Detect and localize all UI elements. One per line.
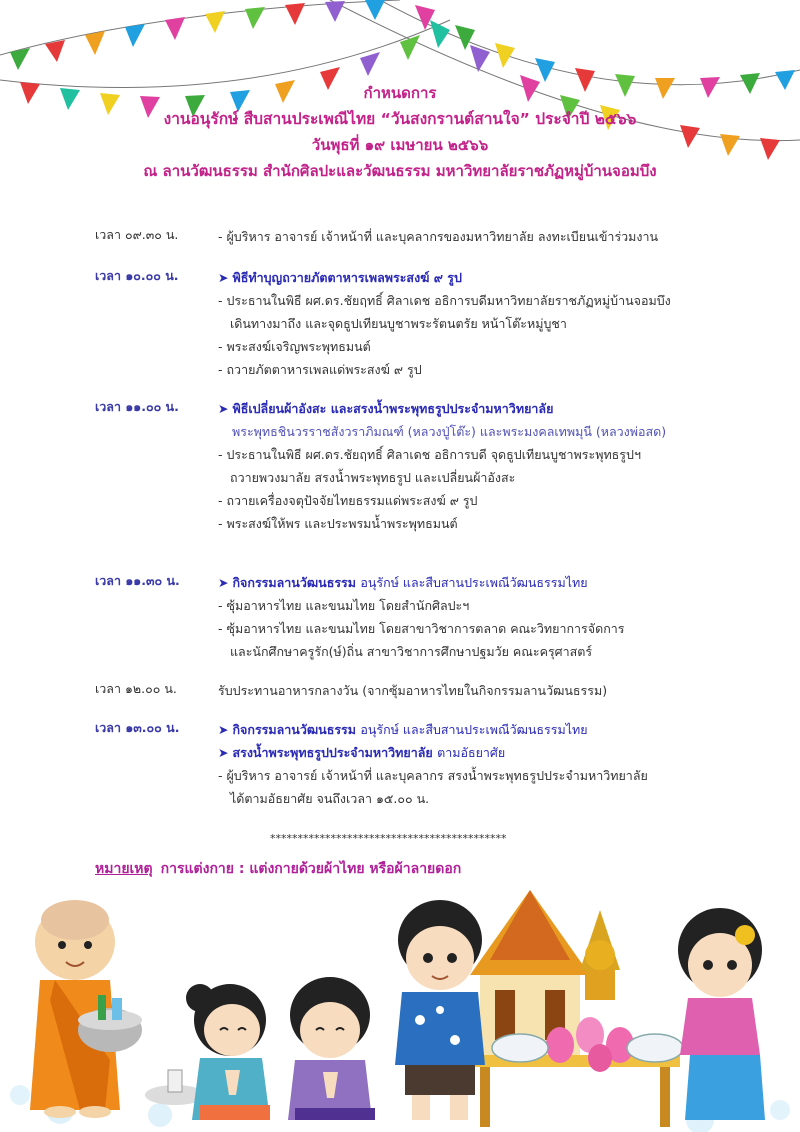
schedule-item: รับประทานอาหารกลางวัน (จากซุ้มอาหารไทยในกิจกรรมลานวัฒนธรรม) bbox=[218, 683, 608, 698]
schedule-time: เวลา ๑๒.๐๐ น. bbox=[95, 681, 177, 696]
schedule-item: - ผู้บริหาร อาจารย์ เจ้าหน้าที่ และบุคลากรของมหาวิทยาลัย ลงทะเบียนเข้าร่วมงาน bbox=[218, 229, 659, 244]
schedule-item: - พระสงฆ์ให้พร และประพรมน้ำพระพุทธมนต์ bbox=[218, 516, 458, 531]
schedule-time: เวลา ๑๑.๓๐ น. bbox=[95, 573, 180, 588]
schedule-item: - ประธานในพิธี ผศ.ดร.ชัยฤทธิ์ ศิลาเดช อธิการบดี จุดธูปเทียนบูชาพระพุทธรูปฯ bbox=[218, 447, 641, 462]
arrow-right-icon: ➤ bbox=[218, 401, 229, 416]
child-figure bbox=[678, 908, 765, 1120]
activity-title: พิธีเปลี่ยนผ้าอังสะ และสรงน้ำพระพุทธรูปประจำมหาวิทยาลัย bbox=[232, 401, 554, 416]
header-title: กำหนดการ bbox=[363, 84, 437, 102]
header bbox=[0, 80, 800, 184]
schedule-row bbox=[95, 718, 775, 810]
activity-title-rest: อนุรักษ์ และสืบสานประเพณีวัฒนธรรมไทย bbox=[360, 575, 588, 590]
schedule-row bbox=[95, 397, 775, 535]
note-label: หมายเหตุ bbox=[95, 861, 153, 877]
child-figure bbox=[395, 900, 485, 1120]
arrow-right-icon: ➤ bbox=[218, 745, 229, 760]
schedule-item: - ประธานในพิธี ผศ.ดร.ชัยฤทธิ์ ศิลาเดช อธิการบดีมหาวิทยาลัยราชภัฏหมู่บ้านจอมบึง bbox=[218, 293, 671, 308]
activity-title: พิธีทำบุญถวายภัตตาหารเพลพระสงฆ์ ๙ รูป bbox=[232, 270, 462, 285]
separator: ******************************************* bbox=[270, 832, 507, 845]
arrow-right-icon: ➤ bbox=[218, 270, 229, 285]
header-event-name: งานอนุรักษ์ สืบสานประเพณีไทย “วันสงกรานต์สานใจ” ประจำปี ๒๕๖๖ bbox=[163, 110, 637, 128]
schedule-item: - ถวายเครื่องจตุปัจจัยไทยธรรมแด่พระสงฆ์ ๙ รูป bbox=[218, 493, 478, 508]
schedule-item: และนักศึกษาครูรัก(ษ์)ถิ่น สาขาวิชาการศึกษาปฐมวัย คณะครุศาสตร์ bbox=[230, 644, 593, 659]
schedule-item: - ถวายภัตตาหารเพลแด่พระสงฆ์ ๙ รูป bbox=[218, 362, 422, 377]
activity-subtitle: พระพุทธชินวรราชสังวราภิมณฑ์ (หลวงปู่โต๊ะ) และพระมงคลเทพมุนี (หลวงพ่อสด) bbox=[232, 424, 667, 439]
schedule-row bbox=[95, 266, 775, 381]
schedule-item: - พระสงฆ์เจริญพระพุทธมนต์ bbox=[218, 339, 371, 354]
monk-figure bbox=[30, 900, 142, 1118]
arrow-right-icon: ➤ bbox=[218, 722, 229, 737]
header-date: วันพุธที่ ๑๙ เมษายน ๒๕๖๖ bbox=[311, 136, 489, 154]
schedule-item: - ซุ้มอาหารไทย และขนมไทย โดยสำนักศิลปะฯ bbox=[218, 598, 470, 613]
child-figure bbox=[186, 984, 270, 1120]
header-venue: ณ ลานวัฒนธรรม สำนักศิลปะและวัฒนธรรม มหาวิทยาลัยราชภัฏหมู่บ้านจอมบึง bbox=[143, 162, 657, 180]
schedule-row bbox=[95, 679, 775, 702]
activity-title: สรงน้ำพระพุทธรูปประจำมหาวิทยาลัย bbox=[232, 745, 433, 760]
schedule bbox=[95, 225, 775, 810]
schedule-time: เวลา ๑๓.๐๐ น. bbox=[95, 720, 180, 735]
note-text: การแต่งกาย : แต่งกายด้วยผ้าไทย หรือผ้าลายดอก bbox=[160, 861, 462, 877]
schedule-item: - ผู้บริหาร อาจารย์ เจ้าหน้าที่ และบุคลากร สรงน้ำพระพุทธรูปประจำมหาวิทยาลัย bbox=[218, 768, 648, 783]
schedule-time: เวลา ๑๑.๐๐ น. bbox=[95, 399, 179, 414]
schedule-row bbox=[95, 571, 775, 663]
activity-title-rest: อนุรักษ์ และสืบสานประเพณีวัฒนธรรมไทย bbox=[360, 722, 588, 737]
schedule-item: - ซุ้มอาหารไทย และขนมไทย โดยสาขาวิชาการตลาด คณะวิทยาการจัดการ bbox=[218, 621, 625, 636]
schedule-item: ได้ตามอัธยาศัย จนถึงเวลา ๑๕.๐๐ น. bbox=[230, 791, 430, 806]
songkran-illustration bbox=[0, 880, 800, 1132]
schedule-time: เวลา ๑๐.๐๐ น. bbox=[95, 268, 179, 283]
child-figure bbox=[288, 977, 375, 1120]
schedule-row bbox=[95, 225, 775, 248]
schedule-time: เวลา ๐๙.๓๐ น. bbox=[95, 227, 179, 242]
schedule-item: เดินทางมาถึง และจุดธูปเทียนบูชาพระรัตนตรัย หน้าโต๊ะหมู่บูชา bbox=[230, 316, 567, 331]
activity-title: กิจกรรมลานวัฒนธรรม bbox=[232, 575, 356, 590]
schedule-item: ถวายพวงมาลัย สรงน้ำพระพุทธรูป และเปลี่ยนผ้าอังสะ bbox=[230, 470, 516, 485]
activity-title: กิจกรรมลานวัฒนธรรม bbox=[232, 722, 356, 737]
arrow-right-icon: ➤ bbox=[218, 575, 229, 590]
activity-title-rest: ตามอัธยาศัย bbox=[437, 745, 506, 760]
note bbox=[95, 858, 461, 880]
